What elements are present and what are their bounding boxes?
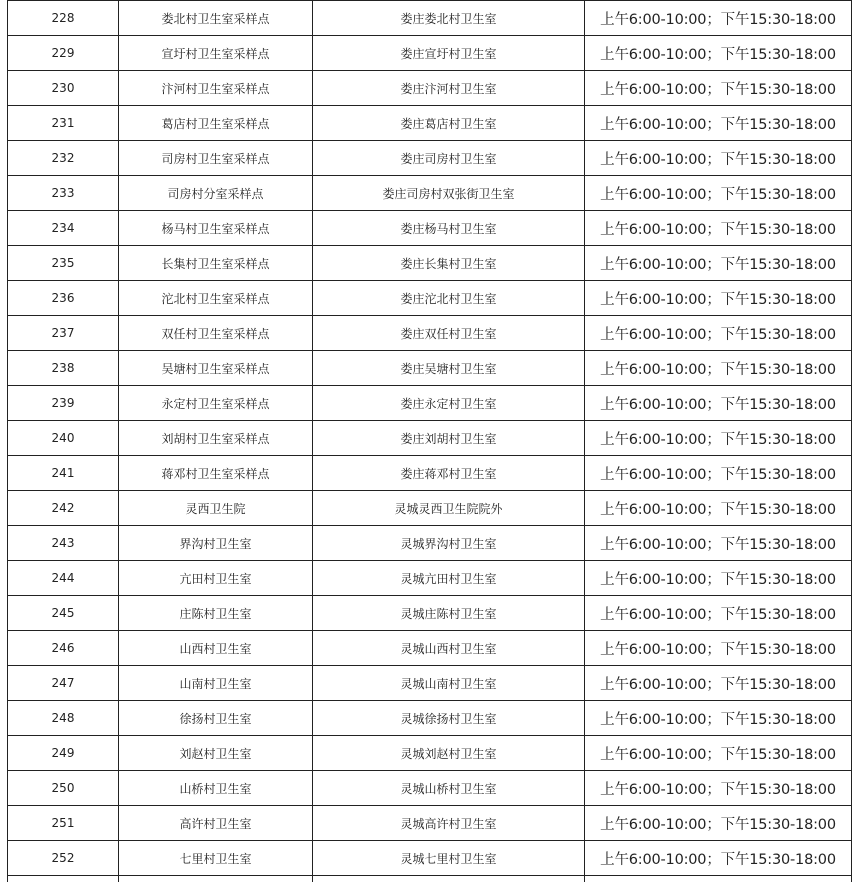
row-number-cell: 235 — [8, 246, 119, 281]
row-number-cell: 252 — [8, 841, 119, 876]
location-cell: 灵城亢田村卫生室 — [313, 561, 585, 596]
row-number-cell: 236 — [8, 281, 119, 316]
hours-cell: 上午6:00-10:00；下午15:30-18:00 — [585, 561, 852, 596]
table-row — [8, 141, 852, 176]
sampling-site-cell: 娄北村卫生室采样点 — [119, 1, 313, 36]
row-number-cell: 248 — [8, 701, 119, 736]
location-cell: 娄庄葛店村卫生室 — [313, 106, 585, 141]
table-row — [8, 106, 852, 141]
row-number-cell: 233 — [8, 176, 119, 211]
location-cell: 娄庄宣圩村卫生室 — [313, 36, 585, 71]
cell-empty — [119, 876, 313, 883]
row-number-cell: 228 — [8, 1, 119, 36]
hours-cell: 上午6:00-10:00；下午15:30-18:00 — [585, 351, 852, 386]
table-row — [8, 526, 852, 561]
hours-cell: 上午6:00-10:00；下午15:30-18:00 — [585, 771, 852, 806]
hours-cell: 上午6:00-10:00；下午15:30-18:00 — [585, 456, 852, 491]
table-row — [8, 281, 852, 316]
sampling-site-cell: 长集村卫生室采样点 — [119, 246, 313, 281]
row-number-cell: 250 — [8, 771, 119, 806]
sampling-site-cell: 灵西卫生院 — [119, 491, 313, 526]
row-number-cell: 239 — [8, 386, 119, 421]
row-number-cell: 232 — [8, 141, 119, 176]
hours-cell: 上午6:00-10:00；下午15:30-18:00 — [585, 316, 852, 351]
hours-cell: 上午6:00-10:00；下午15:30-18:00 — [585, 211, 852, 246]
table-row — [8, 631, 852, 666]
location-cell: 灵城庄陈村卫生室 — [313, 596, 585, 631]
hours-cell: 上午6:00-10:00；下午15:30-18:00 — [585, 806, 852, 841]
row-number-cell: 229 — [8, 36, 119, 71]
sampling-site-cell: 永定村卫生室采样点 — [119, 386, 313, 421]
row-number-cell: 242 — [8, 491, 119, 526]
sampling-site-cell: 亢田村卫生室 — [119, 561, 313, 596]
sampling-site-cell: 山南村卫生室 — [119, 666, 313, 701]
location-cell: 娄庄娄北村卫生室 — [313, 1, 585, 36]
hours-cell: 上午6:00-10:00；下午15:30-18:00 — [585, 666, 852, 701]
row-number-cell: 246 — [8, 631, 119, 666]
table-row — [8, 596, 852, 631]
table-row — [8, 736, 852, 771]
location-cell: 灵城七里村卫生室 — [313, 841, 585, 876]
row-number-cell: 231 — [8, 106, 119, 141]
location-cell: 娄庄刘胡村卫生室 — [313, 421, 585, 456]
sampling-site-table — [7, 0, 852, 882]
location-cell: 娄庄吴塘村卫生室 — [313, 351, 585, 386]
sampling-site-cell: 司房村卫生室采样点 — [119, 141, 313, 176]
sampling-site-cell: 刘胡村卫生室采样点 — [119, 421, 313, 456]
row-number-cell: 251 — [8, 806, 119, 841]
sampling-site-cell: 山桥村卫生室 — [119, 771, 313, 806]
table-row — [8, 771, 852, 806]
hours-cell: 上午6:00-10:00；下午15:30-18:00 — [585, 246, 852, 281]
hours-cell: 上午6:00-10:00；下午15:30-18:00 — [585, 596, 852, 631]
hours-cell: 上午6:00-10:00；下午15:30-18:00 — [585, 71, 852, 106]
location-cell: 灵城山西村卫生室 — [313, 631, 585, 666]
table-body — [8, 0, 852, 882]
sampling-site-cell: 刘赵村卫生室 — [119, 736, 313, 771]
location-cell: 娄庄司房村卫生室 — [313, 141, 585, 176]
hours-cell: 上午6:00-10:00；下午15:30-18:00 — [585, 176, 852, 211]
table-row — [8, 176, 852, 211]
location-cell: 娄庄永定村卫生室 — [313, 386, 585, 421]
hours-cell: 上午6:00-10:00；下午15:30-18:00 — [585, 421, 852, 456]
row-number-cell: 249 — [8, 736, 119, 771]
row-number-cell: 241 — [8, 456, 119, 491]
table-row — [8, 1, 852, 36]
sampling-site-cell: 吴塘村卫生室采样点 — [119, 351, 313, 386]
table-row — [8, 316, 852, 351]
sampling-site-cell: 宣圩村卫生室采样点 — [119, 36, 313, 71]
location-cell: 娄庄双任村卫生室 — [313, 316, 585, 351]
table-row — [8, 351, 852, 386]
row-number-cell: 240 — [8, 421, 119, 456]
table-row — [8, 561, 852, 596]
location-cell: 灵城徐扬村卫生室 — [313, 701, 585, 736]
row-number-cell: 237 — [8, 316, 119, 351]
sampling-site-cell: 双任村卫生室采样点 — [119, 316, 313, 351]
hours-cell: 上午6:00-10:00；下午15:30-18:00 — [585, 491, 852, 526]
table-row — [8, 211, 852, 246]
sampling-site-cell: 庄陈村卫生室 — [119, 596, 313, 631]
row-number-cell: 230 — [8, 71, 119, 106]
sampling-site-cell: 葛店村卫生室采样点 — [119, 106, 313, 141]
table-row — [8, 71, 852, 106]
sampling-site-cell: 司房村分室采样点 — [119, 176, 313, 211]
sampling-site-cell: 沱北村卫生室采样点 — [119, 281, 313, 316]
row-number-cell: 234 — [8, 211, 119, 246]
location-cell: 娄庄汴河村卫生室 — [313, 71, 585, 106]
hours-cell: 上午6:00-10:00；下午15:30-18:00 — [585, 701, 852, 736]
location-cell: 娄庄杨马村卫生室 — [313, 211, 585, 246]
location-cell: 灵城山南村卫生室 — [313, 666, 585, 701]
hours-cell: 上午6:00-10:00；下午15:30-18:00 — [585, 386, 852, 421]
sampling-site-cell: 七里村卫生室 — [119, 841, 313, 876]
location-cell: 娄庄司房村双张街卫生室 — [313, 176, 585, 211]
hours-cell: 上午6:00-10:00；下午15:30-18:00 — [585, 736, 852, 771]
hours-cell: 上午6:00-10:00；下午15:30-18:00 — [585, 631, 852, 666]
table-row — [8, 386, 852, 421]
location-cell: 灵城灵西卫生院院外 — [313, 491, 585, 526]
row-number-cell: 238 — [8, 351, 119, 386]
row-number-cell: 244 — [8, 561, 119, 596]
hours-cell: 上午6:00-10:00；下午15:30-18:00 — [585, 526, 852, 561]
sampling-site-cell: 汴河村卫生室采样点 — [119, 71, 313, 106]
table-row — [8, 421, 852, 456]
table-row — [8, 701, 852, 736]
location-cell: 娄庄蒋邓村卫生室 — [313, 456, 585, 491]
hours-cell: 上午6:00-10:00；下午15:30-18:00 — [585, 841, 852, 876]
sampling-site-cell: 山西村卫生室 — [119, 631, 313, 666]
row-number-cell: 247 — [8, 666, 119, 701]
cell-empty — [585, 876, 852, 883]
row-number-cell: 245 — [8, 596, 119, 631]
cell-empty — [8, 876, 119, 883]
location-cell: 娄庄沱北村卫生室 — [313, 281, 585, 316]
sampling-site-cell: 高许村卫生室 — [119, 806, 313, 841]
location-cell: 灵城高许村卫生室 — [313, 806, 585, 841]
location-cell: 灵城界沟村卫生室 — [313, 526, 585, 561]
cell-empty — [313, 876, 585, 883]
hours-cell: 上午6:00-10:00；下午15:30-18:00 — [585, 281, 852, 316]
table-row — [8, 491, 852, 526]
table-row — [8, 456, 852, 491]
sampling-site-cell: 徐扬村卫生室 — [119, 701, 313, 736]
sampling-site-cell: 杨马村卫生室采样点 — [119, 211, 313, 246]
row-number-cell: 243 — [8, 526, 119, 561]
table-row — [8, 36, 852, 71]
sampling-site-cell: 界沟村卫生室 — [119, 526, 313, 561]
hours-cell: 上午6:00-10:00；下午15:30-18:00 — [585, 36, 852, 71]
hours-cell: 上午6:00-10:00；下午15:30-18:00 — [585, 1, 852, 36]
hours-cell: 上午6:00-10:00；下午15:30-18:00 — [585, 106, 852, 141]
location-cell: 娄庄长集村卫生室 — [313, 246, 585, 281]
sampling-site-cell: 蒋邓村卫生室采样点 — [119, 456, 313, 491]
table-row — [8, 666, 852, 701]
location-cell: 灵城刘赵村卫生室 — [313, 736, 585, 771]
hours-cell: 上午6:00-10:00；下午15:30-18:00 — [585, 141, 852, 176]
table-row — [8, 246, 852, 281]
table-row — [8, 841, 852, 876]
table-row — [8, 806, 852, 841]
location-cell: 灵城山桥村卫生室 — [313, 771, 585, 806]
table-row-partial-bottom — [8, 876, 852, 883]
